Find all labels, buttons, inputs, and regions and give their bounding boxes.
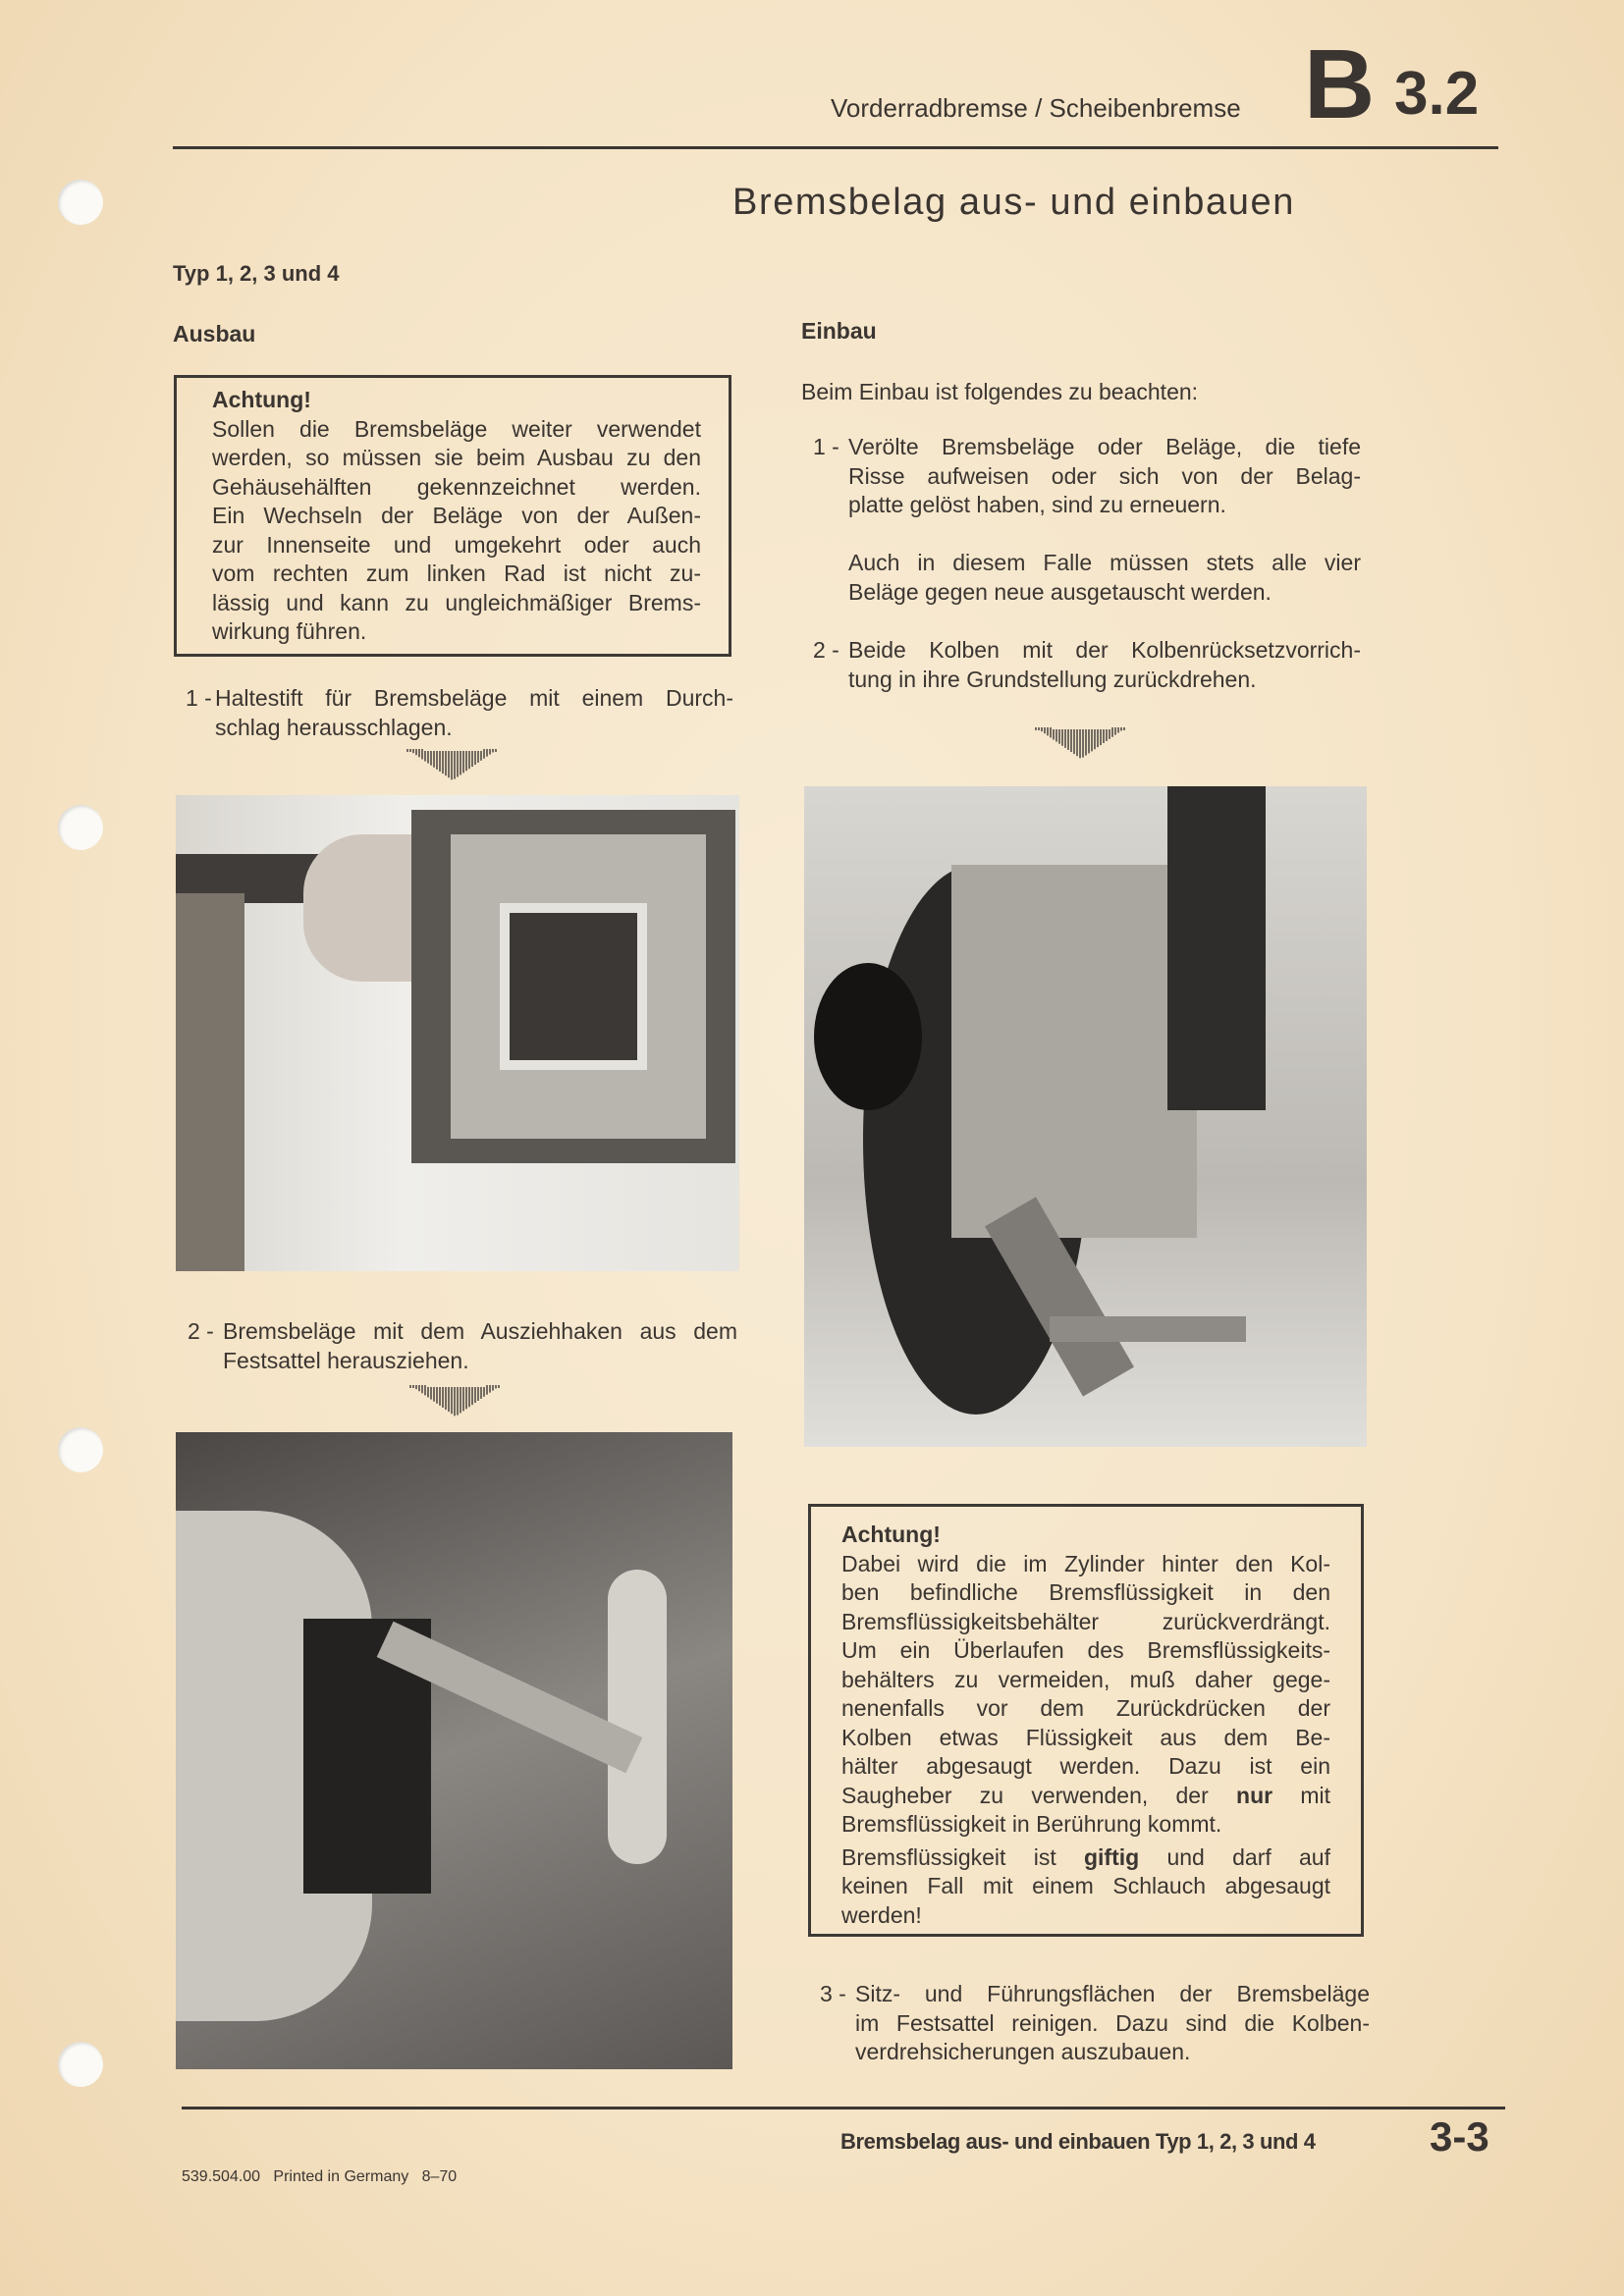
text-segment: Bremsflüssigkeit ist <box>841 1843 1084 1870</box>
einbau-heading: Einbau <box>801 318 877 344</box>
warning-title: Achtung! <box>212 387 311 412</box>
text-line: Bremsbeläge mit dem Ausziehhaken aus dem <box>223 1318 737 1344</box>
step-1-einbau: 1 - Verölte Bremsbeläge oder Beläge, die tiefe Risse aufweisen oder sich von der Belag- platte gelöst haben, sind zu erneuern. <box>813 433 1361 520</box>
text-line: Bremsflüssigkeit in Berührung kommt. <box>841 1811 1222 1837</box>
text-line: hälter abgesaugt werden. Dazu ist ein <box>841 1753 1330 1779</box>
photo-piston-reset-tool <box>804 786 1367 1447</box>
text-line: schlag herausschlagen. <box>215 714 453 740</box>
footer-title: Bremsbelag aus- und einbauen Typ 1, 2, 3 und 4 <box>840 2129 1316 2154</box>
text-line: Dabei wird die im Zylinder hinter den Kol- <box>841 1550 1330 1576</box>
down-arrow-icon <box>406 1385 505 1416</box>
header-rule <box>173 146 1498 149</box>
type-label: Typ 1, 2, 3 und 4 <box>173 261 340 286</box>
section-number: 3.2 <box>1394 60 1480 128</box>
ausbau-heading: Ausbau <box>173 321 256 347</box>
text-line: Sitz- und Führungsflächen der Bremsbeläge <box>855 1981 1370 2006</box>
step-2-ausbau: 2 - Bremsbeläge mit dem Ausziehhaken aus dem Festsattel herausziehen. <box>188 1317 737 1375</box>
text-line: werden! <box>841 1901 922 1928</box>
warning-text-toxic <box>841 1843 1330 1931</box>
text-line: keinen Fall mit einem Schlauch abgesaugt <box>841 1873 1330 1898</box>
einbau-note <box>848 549 1361 607</box>
warning-text <box>841 1550 1330 1840</box>
text-segment: Saugheber zu verwenden, der <box>841 1782 1237 1808</box>
text-line: zur Innenseite und umgekehrt oder auch <box>212 531 701 558</box>
text-line: platte gelöst haben, sind zu erneuern. <box>848 492 1226 517</box>
text-line: Verölte Bremsbeläge oder Beläge, die tiefe <box>848 434 1361 459</box>
step-2-einbau: 2 - Beide Kolben mit der Kolbenrücksetzvorrich- tung in ihre Grundstellung zurückdrehen. <box>813 636 1361 694</box>
text-line: werden, so müssen sie beim Ausbau zu den <box>212 445 701 470</box>
text-line: Auch in diesem Falle müssen stets alle vier <box>848 550 1361 575</box>
text-segment: und darf auf <box>1139 1843 1330 1870</box>
text-line: Haltestift für Bremsbeläge mit einem Durch- <box>215 685 733 711</box>
footer-rule <box>182 2107 1505 2109</box>
text-line: wirkung führen. <box>212 618 367 644</box>
step-1-ausbau: 1 - Haltestift für Bremsbeläge mit einem Durch- schlag herausschlagen. <box>186 684 733 742</box>
punch-hole <box>58 805 103 850</box>
text-line: lässig und kann zu ungleichmäßiger Brems- <box>212 589 701 615</box>
photo-pull-out-brake-pads <box>176 1432 732 2069</box>
down-arrow-icon <box>1032 727 1130 759</box>
warning-box-ausbau <box>174 375 731 657</box>
text-line: Sollen die Bremsbeläge weiter verwendet <box>212 415 701 442</box>
text-line: Ein Wechseln der Beläge von der Außen- <box>212 503 701 528</box>
text-line: verdrehsicherungen auszubauen. <box>855 2039 1191 2064</box>
text-line: Beläge gegen neue ausgetauscht werden. <box>848 578 1272 605</box>
text-line: tung in ihre Grundstellung zurückdrehen. <box>848 666 1257 692</box>
text-line: Beide Kolben mit der Kolbenrücksetzvorrich- <box>848 637 1361 663</box>
emphasis: nur <box>1236 1782 1273 1808</box>
emphasis: giftig <box>1083 1843 1140 1870</box>
warning-box-einbau <box>808 1504 1364 1937</box>
text-line: Um ein Überlaufen des Bremsflüssigkeits- <box>841 1637 1330 1663</box>
page-title: Bremsbelag aus- und einbauen <box>732 182 1295 223</box>
page-number: 3-3 <box>1430 2113 1489 2160</box>
down-arrow-icon <box>404 749 502 780</box>
text-line <box>841 1843 1330 1873</box>
warning-title: Achtung! <box>841 1522 941 1547</box>
text-line: Risse aufweisen oder sich von der Belag- <box>848 462 1361 489</box>
text-line: Gehäusehälften gekennzeichnet werden. <box>212 473 701 500</box>
punch-hole <box>58 1427 103 1472</box>
punch-hole <box>58 2042 103 2087</box>
text-line: behälters zu vermeiden, muß daher gege- <box>841 1666 1330 1692</box>
text-line: vom rechten zum linken Rad ist nicht zu- <box>212 561 701 586</box>
text-line: nenenfalls vor dem Zurückdrücken der <box>841 1695 1330 1721</box>
section-title: Vorderradbremse / Scheibenbremse <box>831 93 1241 123</box>
section-letter: B <box>1304 29 1376 139</box>
punch-hole <box>58 180 103 225</box>
warning-text <box>212 415 701 647</box>
einbau-intro: Beim Einbau ist folgendes zu beachten: <box>801 379 1199 404</box>
imprint: 539.504.00 Printed in Germany 8–70 <box>182 2168 458 2185</box>
text-segment: mit <box>1272 1782 1330 1808</box>
step-3-einbau: 3 - Sitz- und Führungsflächen der Bremsbeläge im Festsattel reinigen. Dazu sind die Kolben- verdrehsicherungen auszubauen. <box>820 1980 1370 2067</box>
photo-remove-retaining-pin <box>176 795 739 1271</box>
text-line: im Festsattel reinigen. Dazu sind die Kolben- <box>855 2009 1370 2036</box>
text-line: Bremsflüssigkeitsbehälter zurückverdrängt. <box>841 1608 1330 1634</box>
text-line <box>841 1782 1330 1811</box>
text-line: Kolben etwas Flüssigkeit aus dem Be- <box>841 1724 1330 1750</box>
text-line: Festsattel herausziehen. <box>223 1347 469 1373</box>
text-line: ben befindliche Bremsflüssigkeit in den <box>841 1579 1330 1605</box>
